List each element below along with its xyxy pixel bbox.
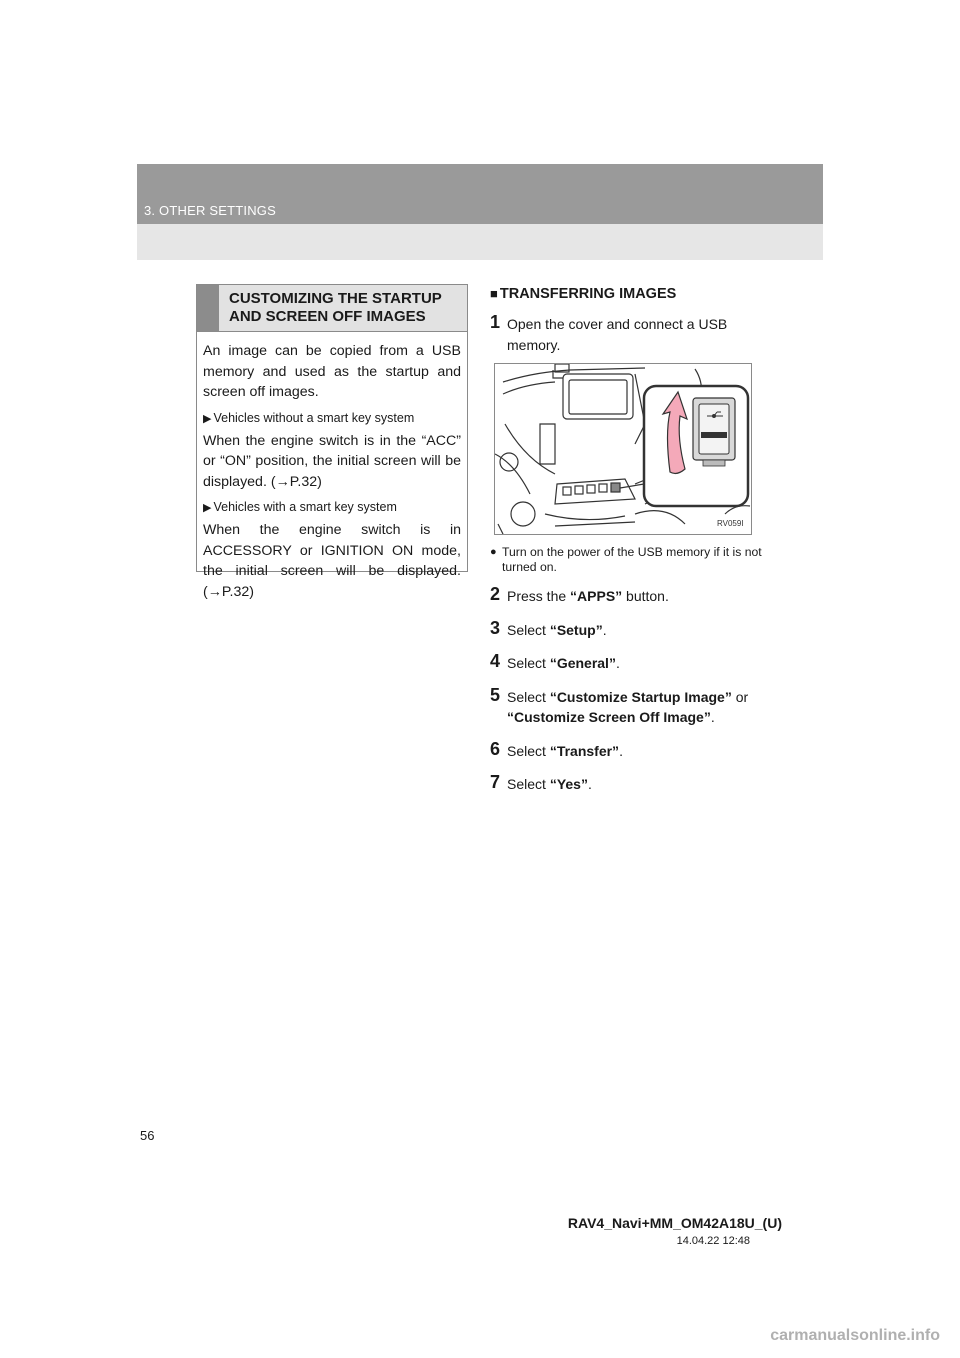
- header-subband: [137, 224, 823, 260]
- instructions-column: [490, 284, 762, 795]
- step-text-or: or: [731, 688, 749, 705]
- info-box: [196, 284, 468, 600]
- step-2: [490, 586, 762, 607]
- paragraph-text: When the engine switch is in ACCESSORY or IGNITION ON mode, the initial screen will be displayed. (: [203, 522, 461, 600]
- step-text: Select: [507, 742, 550, 759]
- triangle-bullet-icon: ▶: [203, 502, 212, 514]
- subheading: [490, 284, 762, 304]
- step-number: 6: [490, 738, 501, 759]
- step-text-suffix: .: [615, 655, 620, 671]
- note-item: [490, 545, 762, 574]
- step-number: 3: [490, 617, 501, 638]
- subheading-text: TRANSFERRING IMAGES: [499, 286, 677, 302]
- step-7: [490, 774, 762, 795]
- figure-code-label: RV059I: [717, 519, 744, 528]
- info-box-title-line2: AND SCREEN OFF IMAGES: [229, 308, 426, 325]
- page-number: 56: [140, 1128, 155, 1143]
- info-box-body: [197, 332, 467, 602]
- step-number: 5: [490, 684, 501, 705]
- triangle-bullet-icon: ▶: [203, 412, 212, 425]
- step-4: [490, 653, 762, 674]
- section-title: 3. OTHER SETTINGS: [144, 203, 276, 218]
- note-text: Turn on the power of the USB memory if it is not turned on.: [502, 545, 762, 574]
- step-text: Select: [507, 621, 550, 638]
- step-text: Open the cover and connect a USB memory.: [507, 316, 728, 353]
- customize-startup-image-label: “Customize Startup Image”: [549, 688, 732, 705]
- bullet-label: Vehicles without a smart key system: [213, 410, 415, 425]
- watermark: carmanualsonline.info: [770, 1327, 940, 1344]
- document-code: RAV4_Navi+MM_OM42A18U_(U): [567, 1215, 782, 1231]
- apps-button-label: “APPS”: [570, 588, 623, 604]
- bullet-label: Vehicles with a smart key system: [213, 500, 397, 514]
- transfer-option-label: “Transfer”: [549, 742, 620, 759]
- info-box-title-line1: CUSTOMIZING THE STARTUP: [229, 290, 442, 307]
- step-1: [490, 314, 762, 355]
- paragraph-no-smart-key: [203, 431, 461, 493]
- dashboard-usb-diagram: [495, 364, 751, 534]
- step-6: [490, 738, 762, 762]
- info-box-accent-bar: [197, 285, 219, 331]
- paragraph-text: When the engine switch is in the “ACC” or “ON” position, the initial screen will be displayed. (: [203, 432, 461, 490]
- paragraph-smart-key: [203, 520, 461, 602]
- step-3: [490, 617, 762, 641]
- usb-port-illustration: [494, 363, 752, 535]
- square-bullet-icon: ■: [490, 286, 498, 301]
- yes-option-label: “Yes”: [549, 776, 588, 792]
- step-text: Select: [507, 655, 550, 671]
- intro-text: An image can be copied from a USB memory and used as the startup and screen off images.: [203, 343, 461, 400]
- customize-screen-off-image-label: “Customize Screen Off Image”: [507, 709, 711, 725]
- step-number: 2: [490, 584, 501, 604]
- step-text-suffix: .: [619, 742, 623, 759]
- info-box-header: [197, 285, 467, 332]
- step-number: 4: [490, 651, 501, 671]
- step-text: Select: [507, 688, 550, 705]
- page-reference-link[interactable]: P.32): [221, 583, 255, 600]
- general-option-label: “General”: [549, 655, 616, 671]
- setup-option-label: “Setup”: [549, 621, 603, 638]
- page-reference-link[interactable]: P.32): [289, 473, 322, 490]
- circle-bullet-icon: ●: [490, 546, 497, 558]
- step-text-suffix: .: [602, 621, 607, 638]
- bullet-smart-key: [203, 499, 461, 516]
- step-number: 1: [490, 312, 501, 332]
- arrow-icon: →: [207, 583, 222, 600]
- step-text: Select: [507, 776, 550, 792]
- step-text-suffix: button.: [622, 588, 669, 604]
- print-timestamp: 14.04.22 12:48: [676, 1235, 750, 1247]
- bullet-no-smart-key: [203, 410, 461, 427]
- step-text-suffix: .: [587, 776, 592, 792]
- arrow-icon: →: [275, 473, 290, 490]
- step-text-suffix: .: [710, 709, 715, 725]
- info-box-title: [229, 290, 461, 326]
- step-text: Press the: [507, 588, 571, 604]
- step-5: [490, 684, 762, 728]
- step-number: 7: [490, 772, 501, 792]
